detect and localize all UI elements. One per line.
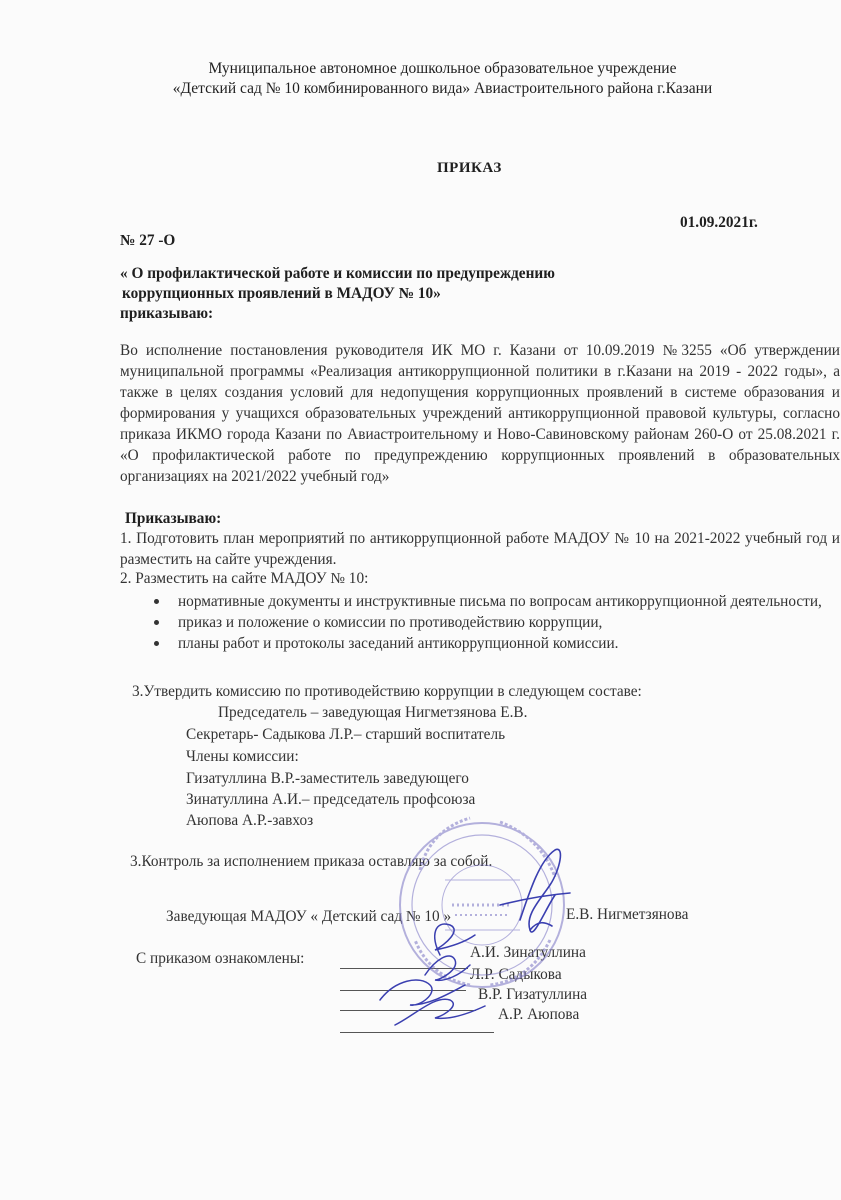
subject-line2: коррупционных проявлений в МАДОУ № 10»	[122, 285, 441, 302]
commission-members-label: Члены комиссии:	[186, 748, 299, 765]
doc-date: 01.09.2021г.	[680, 214, 758, 231]
preamble-paragraph: Во исполнение постановления руководителя ИК МО г. Казани от 10.09.2019 №3255 «Об утверждении муниципальной программы «Реализация антикоррупционной политики в г.Казани на 2019 - 2022 годы», а также в целях создания условий для недопущения коррупционных проявлений в системе образования и формирования у учащихся образовательных учреждений антикоррупционной правовой культуры, согласно приказа ИКМО города Казани по Авиастроительному и Ново-Савиновскому районам 260-О от 25.08.2021 г. «О профилактической работе по предупреждению коррупционных проявлений в образовательных организациях на 2021/2022 учебный год»	[120, 342, 840, 485]
doc-number: № 27 -О	[120, 232, 176, 249]
commission-member-1: Гизатуллина В.Р.-заместитель заведующего	[186, 770, 469, 787]
commission-chair: Председатель – заведующая Нигметзянова Е.В.	[218, 704, 528, 721]
seal-stamp-icon	[400, 818, 564, 987]
subject-line1: « О профилактической работе и комиссии по предупреждению	[120, 265, 555, 282]
commission-member-2: Зинатуллина А.И.– председатель профсоюза	[186, 791, 476, 808]
acquainted-name-3: В.Р. Гизатуллина	[478, 986, 588, 1003]
signature-name: Е.В. Нигметзянова	[566, 906, 689, 923]
acquainted-name-4: А.Р. Аюпова	[498, 1006, 580, 1023]
commission-secretary: Секретарь- Садыкова Л.Р.– старший воспитатель	[186, 726, 506, 743]
doc-title: ПРИКАЗ	[437, 160, 502, 176]
item-3: 3.Утвердить комиссию по противодействию коррупции в следующем составе:	[132, 683, 642, 700]
commission-member-3: Аюпова А.Р.-завхоз	[186, 812, 314, 829]
acquainted-name-1: А.И. Зинатуллина	[470, 944, 586, 961]
list-item: нормативные документы и инструктивные письма по вопросам антикоррупционной деятельности,	[120, 591, 840, 612]
item-2: 2. Разместить на сайте МАДОУ № 10:	[120, 570, 369, 587]
staff-signatures-icon	[380, 924, 485, 1025]
order-word-1: приказываю:	[120, 305, 214, 322]
control-clause: 3.Контроль за исполнением приказа оставляю за собой.	[130, 853, 493, 870]
signature-position: Заведующая МАДОУ « Детский сад № 10 »	[166, 908, 452, 925]
acquainted-name-2: Л.Р. Садыкова	[470, 966, 562, 983]
item-1-text: 1. Подготовить план мероприятий по антикоррупционной работе МАДОУ № 10 на 2021-2022 учебный год и разместить на сайте учреждения.	[120, 530, 840, 568]
org-name-line1: Муниципальное автономное дошкольное образовательное учреждение	[208, 60, 677, 77]
acquainted-label: С приказом ознакомлены:	[136, 950, 305, 967]
list-item: приказ и положение о комиссии по противодействию коррупции,	[120, 612, 840, 633]
org-name-line2: «Детский сад № 10 комбинированного вида» Авиастроительного района г.Казани	[172, 80, 713, 97]
order-word-2: Приказываю:	[125, 510, 222, 527]
list-item: планы работ и протоколы заседаний антикоррупционной комиссии.	[120, 633, 840, 654]
director-signature-icon	[500, 849, 570, 932]
